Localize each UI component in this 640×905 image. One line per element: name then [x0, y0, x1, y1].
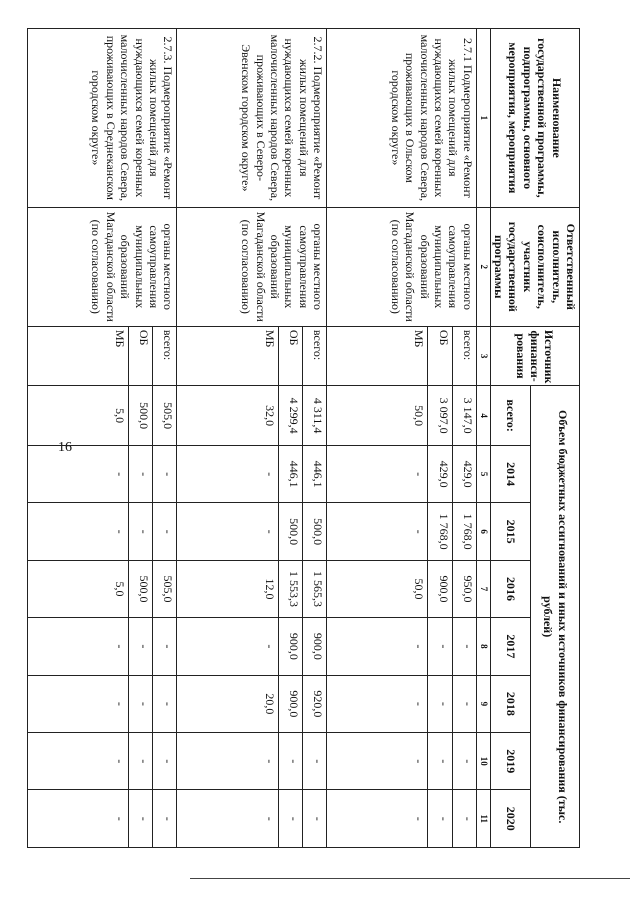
year-cell: 900,0 [278, 618, 302, 675]
header-executor: Ответственный исполнитель, соисполнитель, участник государственной программы [490, 207, 579, 326]
year-cell: - [128, 790, 152, 848]
total-cell: 3 147,0 [452, 386, 476, 446]
year-cell: 429,0 [452, 445, 476, 502]
measure-name: 2.7.1 Подмероприятие «Ремонт жилых помещений для нуждающихся семей коренных малочисленных народов Севера, проживающих в Ольском городском округе» [327, 29, 477, 208]
header-year: 2015 [490, 503, 531, 560]
year-cell: - [27, 503, 128, 560]
year-cell: 12,0 [177, 560, 278, 617]
year-cell: 5,0 [27, 560, 128, 617]
year-cell: - [327, 675, 428, 732]
year-cell: - [128, 503, 152, 560]
column-number: 2 [476, 207, 490, 326]
year-cell: - [428, 733, 452, 790]
year-cell: - [327, 733, 428, 790]
year-cell: 900,0 [302, 618, 326, 675]
source-cell: всего: [302, 326, 326, 386]
year-cell: 950,0 [452, 560, 476, 617]
total-cell: 505,0 [153, 386, 177, 446]
year-cell: 900,0 [278, 675, 302, 732]
executor: органы местного самоуправления муниципальных образований Магаданской области (по согласованию) [27, 207, 177, 326]
year-cell: 446,1 [278, 445, 302, 502]
rotated-page [50, 28, 580, 848]
year-cell: - [128, 733, 152, 790]
year-cell: - [278, 733, 302, 790]
year-cell: 500,0 [302, 503, 326, 560]
year-cell: - [177, 445, 278, 502]
year-cell: - [278, 790, 302, 848]
year-cell: - [428, 618, 452, 675]
year-cell: - [302, 790, 326, 848]
source-cell: МБ [177, 326, 278, 386]
year-cell: - [128, 445, 152, 502]
year-cell: 429,0 [428, 445, 452, 502]
year-cell: - [153, 618, 177, 675]
year-cell: - [27, 733, 128, 790]
total-cell: 4 311,4 [302, 386, 326, 446]
table-row [153, 29, 177, 848]
year-cell: - [177, 790, 278, 848]
measure-name: 2.7.3. Подмероприятие «Ремонт жилых помещений для нуждающихся семей коренных малочисленных народов Севера, проживающих в Среднеканском городском округе» [27, 29, 177, 208]
executor: органы местного самоуправления муниципальных образований Магаданской области (по согласованию) [327, 207, 477, 326]
year-cell: 920,0 [302, 675, 326, 732]
page-number: 16 [58, 440, 72, 455]
header-name: Наименование государственной программы, подпрограммы, основного мероприятия, мероприятия [490, 29, 579, 208]
year-cell: - [327, 445, 428, 502]
column-number: 10 [476, 733, 490, 790]
column-number: 1 [476, 29, 490, 208]
year-cell: 900,0 [428, 560, 452, 617]
total-cell: 3 097,0 [428, 386, 452, 446]
source-cell: ОБ [278, 326, 302, 386]
column-number: 11 [476, 790, 490, 848]
column-number: 9 [476, 675, 490, 732]
source-cell: МБ [27, 326, 128, 386]
year-cell: - [327, 503, 428, 560]
year-cell: - [27, 618, 128, 675]
year-cell: - [153, 790, 177, 848]
table-row [302, 29, 326, 848]
year-cell: 1 768,0 [452, 503, 476, 560]
year-cell: - [327, 618, 428, 675]
year-cell: 20,0 [177, 675, 278, 732]
header-year: 2016 [490, 560, 531, 617]
header-year: 2020 [490, 790, 531, 848]
column-number: 5 [476, 445, 490, 502]
year-cell: 500,0 [128, 560, 152, 617]
column-number: 4 [476, 386, 490, 446]
bottom-rule [190, 878, 630, 879]
year-cell: - [27, 675, 128, 732]
year-cell: - [452, 790, 476, 848]
source-cell: ОБ [128, 326, 152, 386]
header-year: 2014 [490, 445, 531, 502]
year-cell: 1 768,0 [428, 503, 452, 560]
header-year: 2018 [490, 675, 531, 732]
header-total: всего: [490, 386, 531, 446]
header-funding: Объем бюджетных ассигнований и иных источников финансирования (тыс. рублей) [531, 386, 580, 848]
year-cell: - [177, 503, 278, 560]
year-cell: - [153, 503, 177, 560]
year-cell: 500,0 [278, 503, 302, 560]
year-cell: - [128, 675, 152, 732]
column-number: 8 [476, 618, 490, 675]
source-cell: всего: [153, 326, 177, 386]
funding-table [27, 28, 580, 848]
column-number: 7 [476, 560, 490, 617]
year-cell: - [452, 733, 476, 790]
column-number: 3 [476, 326, 490, 386]
year-cell: - [452, 618, 476, 675]
source-cell: МБ [327, 326, 428, 386]
year-cell: - [177, 733, 278, 790]
year-cell: - [153, 733, 177, 790]
year-cell: 1 553,3 [278, 560, 302, 617]
executor: органы местного самоуправления муниципальных образований Магаданской области (по согласованию) [177, 207, 327, 326]
year-cell: - [153, 445, 177, 502]
measure-name: 2.7.2. Подмероприятие «Ремонт жилых помещений для нуждающихся семей коренных малочисленных народов Севера, проживающих в Северо-Эвенском городском округе» [177, 29, 327, 208]
year-cell: - [153, 675, 177, 732]
year-cell: 1 565,3 [302, 560, 326, 617]
year-cell: 50,0 [327, 560, 428, 617]
year-cell: 505,0 [153, 560, 177, 617]
column-number-row [476, 29, 490, 848]
year-cell: - [452, 675, 476, 732]
year-cell: - [27, 445, 128, 502]
year-cell: - [428, 675, 452, 732]
total-cell: 4 299,4 [278, 386, 302, 446]
year-cell: - [428, 790, 452, 848]
year-cell: - [27, 790, 128, 848]
source-cell: ОБ [428, 326, 452, 386]
header-year: 2019 [490, 733, 531, 790]
column-number: 6 [476, 503, 490, 560]
year-cell: - [177, 618, 278, 675]
header-year: 2017 [490, 618, 531, 675]
total-cell: 5,0 [27, 386, 128, 446]
year-cell: - [128, 618, 152, 675]
total-cell: 50,0 [327, 386, 428, 446]
header-source: Источник финанси-рования [490, 326, 579, 386]
table-row [452, 29, 476, 848]
year-cell: - [327, 790, 428, 848]
total-cell: 32,0 [177, 386, 278, 446]
total-cell: 500,0 [128, 386, 152, 446]
source-cell: всего: [452, 326, 476, 386]
year-cell: 446,1 [302, 445, 326, 502]
year-cell: - [302, 733, 326, 790]
